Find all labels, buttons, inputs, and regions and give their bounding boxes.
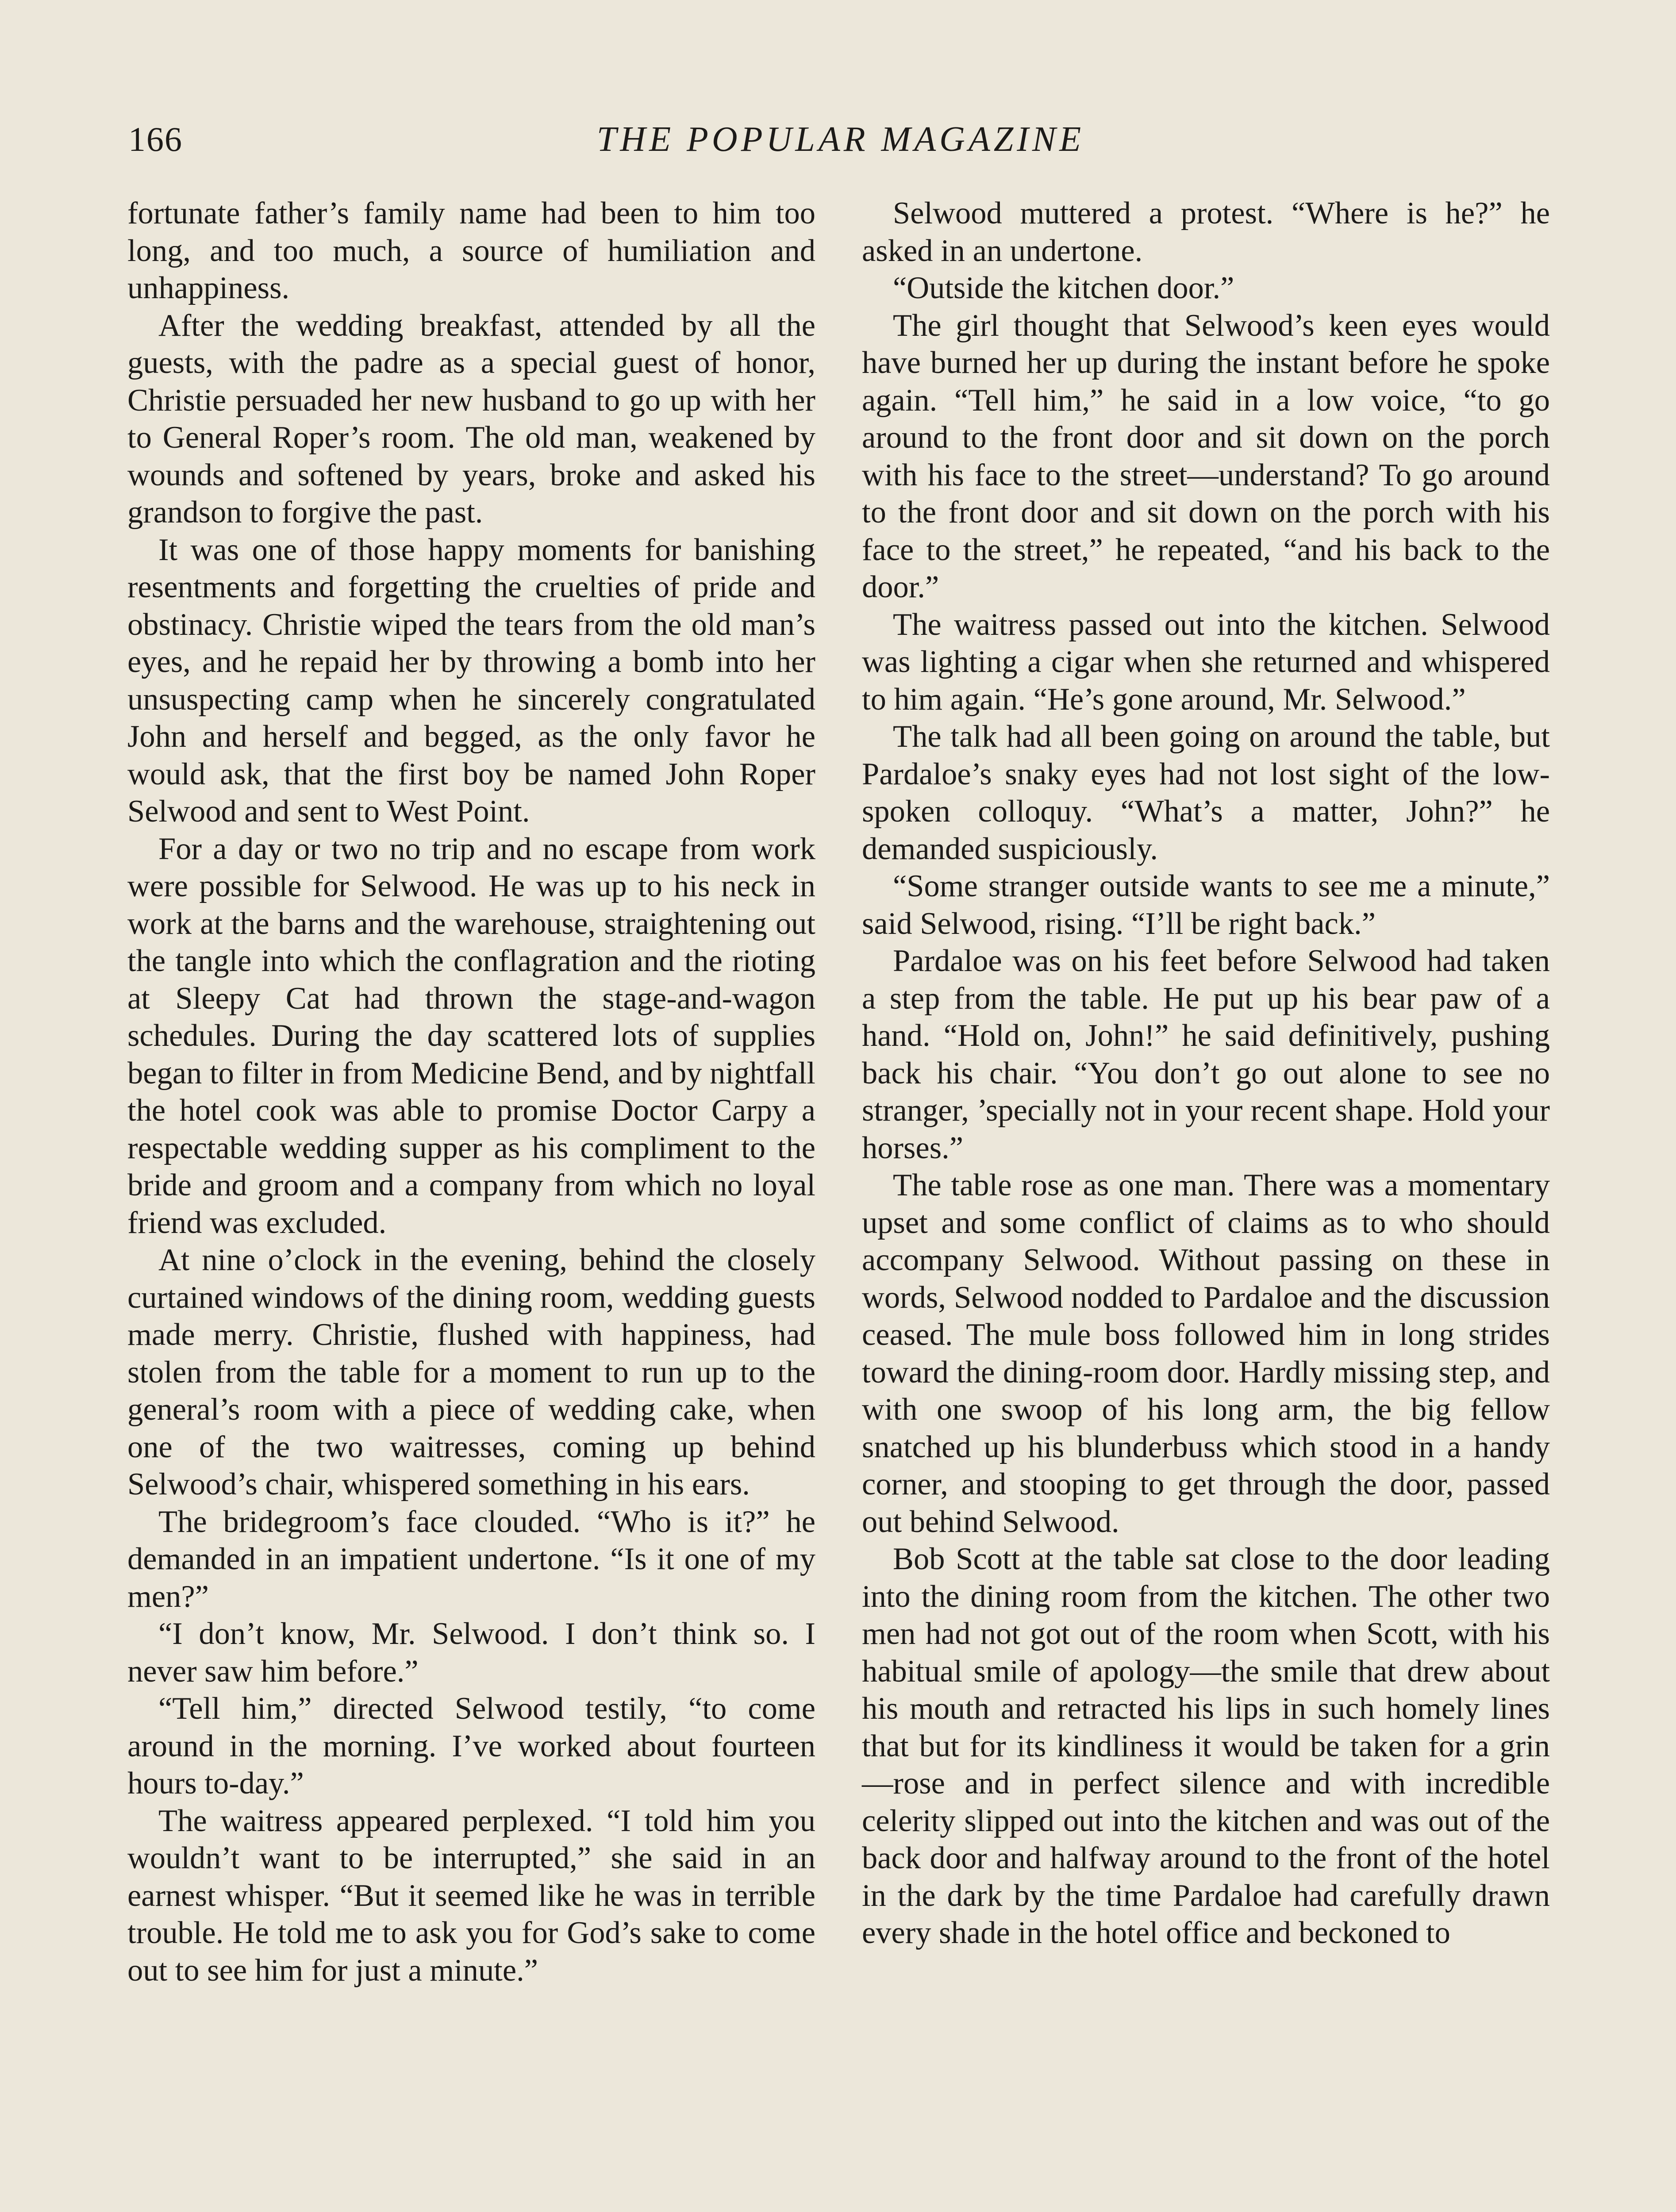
paragraph: Bob Scott at the table sat close to the door leading into the dining room from the kitchen. The other two men had not got out of the room when Scott, with his habitual smile of apology—the smile that drew about his mouth and retracted his lips in such homely lines that but for its kindliness it would be taken for a grin—rose and in perfect silence and with incredible celerity slipped out into the kitchen and was out of the back door and halfway around to the front of the hotel in the dark by the time Pardaloe had carefully drawn every shade in the hotel office and beckoned to <box>862 1542 1550 1950</box>
left-column <box>127 195 815 1989</box>
paragraph: “Some stranger outside wants to see me a minute,” said Selwood, rising. “I’ll be right back.” <box>862 869 1550 941</box>
paragraph: The waitress appeared perplexed. “I told him you wouldn’t want to be interrupted,” she said in an earnest whisper. “But it seemed like he was in terrible trouble. He told me to ask you for God’s sake to come out to see him for just a minute.” <box>127 1803 815 1988</box>
paragraph: The table rose as one man. There was a momentary upset and some conflict of claims as to who should accompany Selwood. Without passing on these in words, Selwood nodded to Pardaloe and the discussion ceased. The mule boss followed him in long strides toward the dining-room door. Hardly missing step, and with one swoop of his long arm, the big fellow snatched up his blunderbuss which stood in a handy corner, and stooping to get through the door, passed out behind Selwood. <box>862 1168 1550 1539</box>
page-header <box>128 119 1553 168</box>
paragraph: “I don’t know, Mr. Selwood. I don’t think so. I never saw him before.” <box>127 1617 815 1689</box>
paragraph: “Tell him,” directed Selwood testily, “to come around in the morning. I’ve worked about fourteen hours to-day.” <box>127 1691 815 1801</box>
paragraph: fortunate father’s family name had been to him too long, and too much, a source of humiliation and unhappiness. <box>127 196 815 305</box>
paragraph: For a day or two no trip and no escape from work were possible for Selwood. He was up to his neck in work at the barns and the warehouse, straightening out the tangle into which the conflagration and the rioting at Sleepy Cat had thrown the stage-and-wagon schedules. During the day scattered lots of supplies began to filter in from Medicine Bend, and by nightfall the hotel cook was able to promise Doctor Carpy a respectable wedding supper as his compliment to the bride and groom and a company from which no loyal friend was excluded. <box>127 831 815 1240</box>
paragraph: After the wedding breakfast, attended by all the guests, with the padre as a special guest of honor, Christie persuaded her new husband to go up with her to General Roper’s room. The old man, weakened by wounds and softened by years, broke and asked his grandson to forgive the past. <box>127 308 815 530</box>
paragraph: Pardaloe was on his feet before Selwood had taken a step from the table. He put up his bear paw of a hand. “Hold on, John!” he said definitively, pushing back his chair. “You don’t go out alone to see no stranger, ’specially not in your recent shape. Hold your horses.” <box>862 944 1550 1165</box>
paragraph: At nine o’clock in the evening, behind the closely curtained windows of the dining room, wedding guests made merry. Christie, flushed with happiness, had stolen from the table for a moment to run up to the general’s room with a piece of wedding cake, when one of the two waitresses, coming up behind Selwood’s chair, whispered something in his ears. <box>127 1243 815 1502</box>
paragraph: The waitress passed out into the kitchen. Selwood was lighting a cigar when she returned and whispered to him again. “He’s gone around, Mr. Selwood.” <box>862 607 1550 717</box>
paragraph: The talk had all been going on around the table, but Pardaloe’s snaky eyes had not lost sight of the low-spoken colloquy. “What’s a matter, John?” he demanded suspiciously. <box>862 719 1550 866</box>
paragraph: It was one of those happy moments for banishing resentments and forgetting the cruelties of pride and obstinacy. Christie wiped the tears from the old man’s eyes, and he repaid her by throwing a bomb into her unsuspecting camp when he sincerely congratulated John and herself and begged, as the only favor he would ask, that the first boy be named John Roper Selwood and sent to West Point. <box>127 532 815 829</box>
page-number: 166 <box>128 120 183 158</box>
right-column <box>862 195 1550 1952</box>
paragraph: The girl thought that Selwood’s keen eyes would have burned her up during the instant before he spoke again. “Tell him,” he said in a low voice, “to go around to the front door and sit down on the porch with his face to the street—understand? To go around to the front door and sit down on the porch with his face to the street,” he repeated, “and his back to the door.” <box>862 308 1550 604</box>
paragraph: The bridegroom’s face clouded. “Who is it?” he demanded in an impatient undertone. “Is it one of my men?” <box>127 1504 815 1614</box>
running-title: THE POPULAR MAGAZINE <box>596 120 1085 159</box>
paragraph: “Outside the kitchen door.” <box>893 271 1234 305</box>
paragraph: Selwood muttered a protest. “Where is he?” he asked in an undertone. <box>862 196 1550 268</box>
